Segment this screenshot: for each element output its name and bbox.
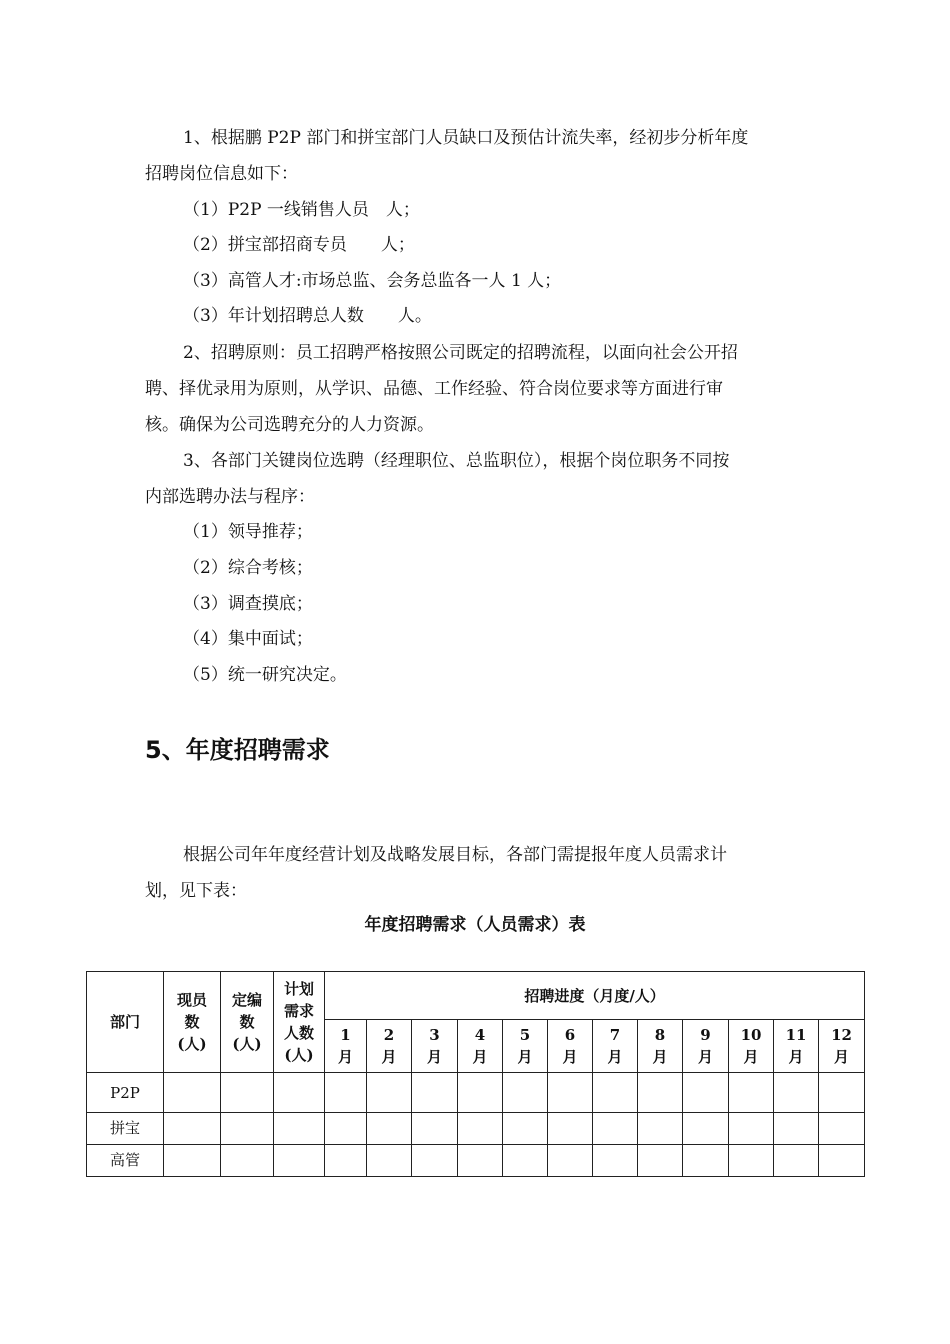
table-cell [458,1112,503,1144]
table-cell [503,1144,548,1176]
row-label-p2p: P2P [87,1073,164,1112]
table-cell [325,1073,367,1112]
recruitment-demand-table [86,971,865,1177]
header-month-5: 5 月 [503,1020,548,1073]
row-label-pinbao: 拼宝 [87,1112,164,1144]
paragraph-2-line-2: 聘、择优录用为原则，从学识、品德、工作经验、符合岗位要求等方面进行审 [145,379,723,399]
table-cell [367,1144,412,1176]
position-item-1: （1）P2P 一线销售人员 人； [183,200,420,220]
header-month-10: 10 月 [729,1020,774,1073]
step-item-3: （3）调查摸底； [183,594,313,614]
table-cell [221,1073,274,1112]
header-month-8: 8 月 [638,1020,683,1073]
table-cell [593,1112,638,1144]
header-month-2: 2 月 [367,1020,412,1073]
header-current-staff: 现员 数 (人) [164,972,221,1073]
step-item-2: （2）综合考核； [183,558,313,578]
step-item-5: （5）统一研究决定。 [183,665,347,685]
table-cell [221,1112,274,1144]
position-item-4: （3）年计划招聘总人数 人。 [183,306,432,326]
header-department: 部门 [87,972,164,1073]
table-cell [164,1144,221,1176]
table-cell [458,1073,503,1112]
table-cell [412,1112,458,1144]
intro-line-1: 根据公司年年度经营计划及战略发展目标，各部门需提报年度人员需求计 [183,845,727,865]
table-row [87,1144,865,1176]
position-item-3: （3）高管人才:市场总监、会务总监各一人 1 人； [183,271,562,291]
header-month-1: 1 月 [325,1020,367,1073]
table-cell [164,1073,221,1112]
header-month-9: 9 月 [683,1020,729,1073]
table-cell [819,1073,865,1112]
table-cell [221,1144,274,1176]
section-heading: 5、年度招聘需求 [145,736,330,764]
table-cell [593,1073,638,1112]
table-cell [638,1073,683,1112]
intro-line-2: 划，见下表： [145,881,247,901]
header-planned-demand: 计划 需求 人数 (人) [274,972,325,1073]
table-cell [274,1073,325,1112]
table-cell [638,1144,683,1176]
table-cell [548,1144,593,1176]
table-cell [274,1144,325,1176]
header-month-3: 3 月 [412,1020,458,1073]
table-cell [325,1144,367,1176]
header-month-12: 12 月 [819,1020,865,1073]
table-cell [729,1112,774,1144]
paragraph-2-line-3: 核。确保为公司选聘充分的人力资源。 [145,415,434,435]
table-row [87,1073,865,1112]
table-cell [458,1144,503,1176]
table-cell [774,1112,819,1144]
row-label-executive: 高管 [87,1144,164,1176]
table-cell [774,1073,819,1112]
table-cell [367,1073,412,1112]
paragraph-3-line-1: 3、各部门关键岗位选聘（经理职位、总监职位），根据个岗位职务不同按 [183,451,730,471]
table-row [87,1112,865,1144]
table-cell [367,1112,412,1144]
table-cell [412,1073,458,1112]
paragraph-3-line-2: 内部选聘办法与程序： [145,487,315,507]
table-cell [593,1144,638,1176]
table-cell [729,1073,774,1112]
header-recruitment-progress: 招聘进度（月度/人） [325,972,865,1020]
step-item-1: （1）领导推荐； [183,522,313,542]
position-item-2: （2）拼宝部招商专员 人； [183,235,415,255]
table-cell [164,1112,221,1144]
table-cell [503,1112,548,1144]
table-cell [774,1144,819,1176]
table-caption: 年度招聘需求（人员需求）表 [364,915,586,935]
header-quota: 定编 数 (人) [221,972,274,1073]
table-cell [274,1112,325,1144]
step-item-4: （4）集中面试； [183,629,313,649]
table-cell [548,1112,593,1144]
header-month-4: 4 月 [458,1020,503,1073]
paragraph-1-line-2: 招聘岗位信息如下： [145,164,298,184]
paragraph-1-line-1: 1、根据鹏 P2P 部门和拼宝部门人员缺口及预估计流失率，经初步分析年度 [183,128,749,148]
paragraph-2-line-1: 2、招聘原则：员工招聘严格按照公司既定的招聘流程，以面向社会公开招 [183,343,738,363]
table-cell [683,1144,729,1176]
table-cell [548,1073,593,1112]
table-cell [638,1112,683,1144]
table-cell [683,1073,729,1112]
table-cell [819,1144,865,1176]
table-cell [683,1112,729,1144]
table-cell [503,1073,548,1112]
header-month-7: 7 月 [593,1020,638,1073]
table-cell [325,1112,367,1144]
table-cell [412,1144,458,1176]
table-cell [819,1112,865,1144]
table-cell [729,1144,774,1176]
header-month-6: 6 月 [548,1020,593,1073]
header-month-11: 11 月 [774,1020,819,1073]
